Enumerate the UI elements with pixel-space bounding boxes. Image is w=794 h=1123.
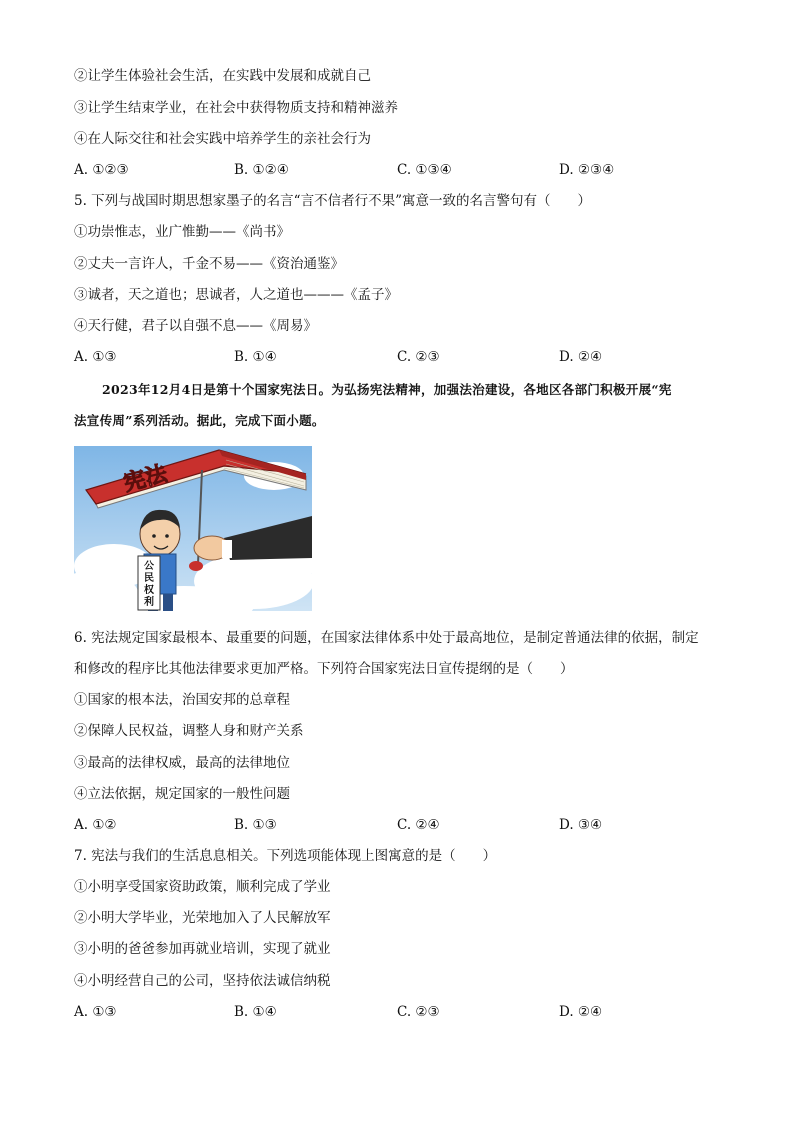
q7-option-d[interactable]: D. ②④	[559, 1004, 603, 1020]
pole-grip	[189, 561, 203, 571]
sign-char-4: 利	[144, 597, 154, 608]
q7-item-1: ①小明享受国家资助政策，顺利完成了学业	[74, 879, 331, 895]
q7-item-2: ②小明大学毕业，光荣地加入了人民解放军	[74, 910, 331, 926]
q7-stem: 7. 宪法与我们的生活息息相关。下列选项能体现上图寓意的是（ ）	[74, 848, 497, 864]
q6-item-2: ②保障人民权益，调整人身和财产关系	[74, 723, 304, 739]
q5-stem: 5. 下列与战国时期思想家墨子的名言“言不信者行不果”寓意一致的名言警句有（ ）	[74, 193, 591, 209]
q7-option-c[interactable]: C. ②③	[397, 1004, 440, 1020]
material-intro-line1: 2023年12月4日是第十个国家宪法日。为弘扬宪法精神，加强法治建设，各地区各部门积极开展“宪	[102, 382, 672, 397]
q4-item-2: ②让学生体验社会生活，在实践中发展和成就自己	[74, 68, 371, 84]
q4-option-b[interactable]: B. ①②④	[234, 162, 289, 178]
q5-option-d[interactable]: D. ②④	[559, 349, 603, 365]
q6-item-1: ①国家的根本法，治国安邦的总章程	[74, 692, 290, 708]
q7-option-a[interactable]: A. ①③	[74, 1004, 117, 1020]
constitution-cartoon	[74, 446, 312, 611]
q6-option-a[interactable]: A. ①②	[74, 817, 117, 833]
q6-stem-line2: 和修改的程序比其他法律要求更加严格。下列符合国家宪法日宣传提纲的是（ ）	[74, 661, 574, 677]
q6-item-3: ③最高的法律权威，最高的法律地位	[74, 755, 290, 771]
q7-option-b[interactable]: B. ①④	[234, 1004, 277, 1020]
sign-char-3: 权	[144, 585, 154, 596]
q5-option-a[interactable]: A. ①③	[74, 349, 117, 365]
sign-char-1: 公	[144, 561, 154, 572]
q5-item-1: ①功崇惟志，业广惟勤——《尚书》	[74, 224, 290, 240]
book-title: 宪法	[120, 460, 170, 497]
q6-item-4: ④立法依据，规定国家的一般性问题	[74, 786, 290, 802]
citizen-rights-sign	[138, 556, 160, 610]
q5-item-2: ②丈夫一言许人，千金不易——《资治通鉴》	[74, 256, 344, 272]
q6-option-b[interactable]: B. ①③	[234, 817, 277, 833]
q7-item-3: ③小明的爸爸参加再就业培训，实现了就业	[74, 941, 331, 957]
q4-item-3: ③让学生结束学业，在社会中获得物质支持和精神滋养	[74, 100, 398, 116]
sign-char-2: 民	[144, 573, 154, 584]
q6-option-c[interactable]: C. ②④	[397, 817, 440, 833]
material-intro-line2: 法宣传周”系列活动。据此，完成下面小题。	[74, 413, 325, 428]
q6-option-d[interactable]: D. ③④	[559, 817, 603, 833]
q4-item-4: ④在人际交往和社会实践中培养学生的亲社会行为	[74, 131, 371, 147]
q5-option-b[interactable]: B. ①④	[234, 349, 277, 365]
q5-item-3: ③诚者，天之道也；思诚者，人之道也———《孟子》	[74, 287, 398, 303]
q4-option-c[interactable]: C. ①③④	[397, 162, 452, 178]
q4-option-a[interactable]: A. ①②③	[74, 162, 129, 178]
cartoon-illustration	[74, 446, 312, 611]
q7-item-4: ④小明经营自己的公司，坚持依法诚信纳税	[74, 973, 331, 989]
q5-item-4: ④天行健，君子以自强不息——《周易》	[74, 318, 317, 334]
q4-option-d[interactable]: D. ②③④	[559, 162, 615, 178]
q5-option-c[interactable]: C. ②③	[397, 349, 440, 365]
q6-stem-line1: 6. 宪法规定国家最根本、最重要的问题，在国家法律体系中处于最高地位，是制定普通法律的依据，制定	[74, 630, 699, 646]
